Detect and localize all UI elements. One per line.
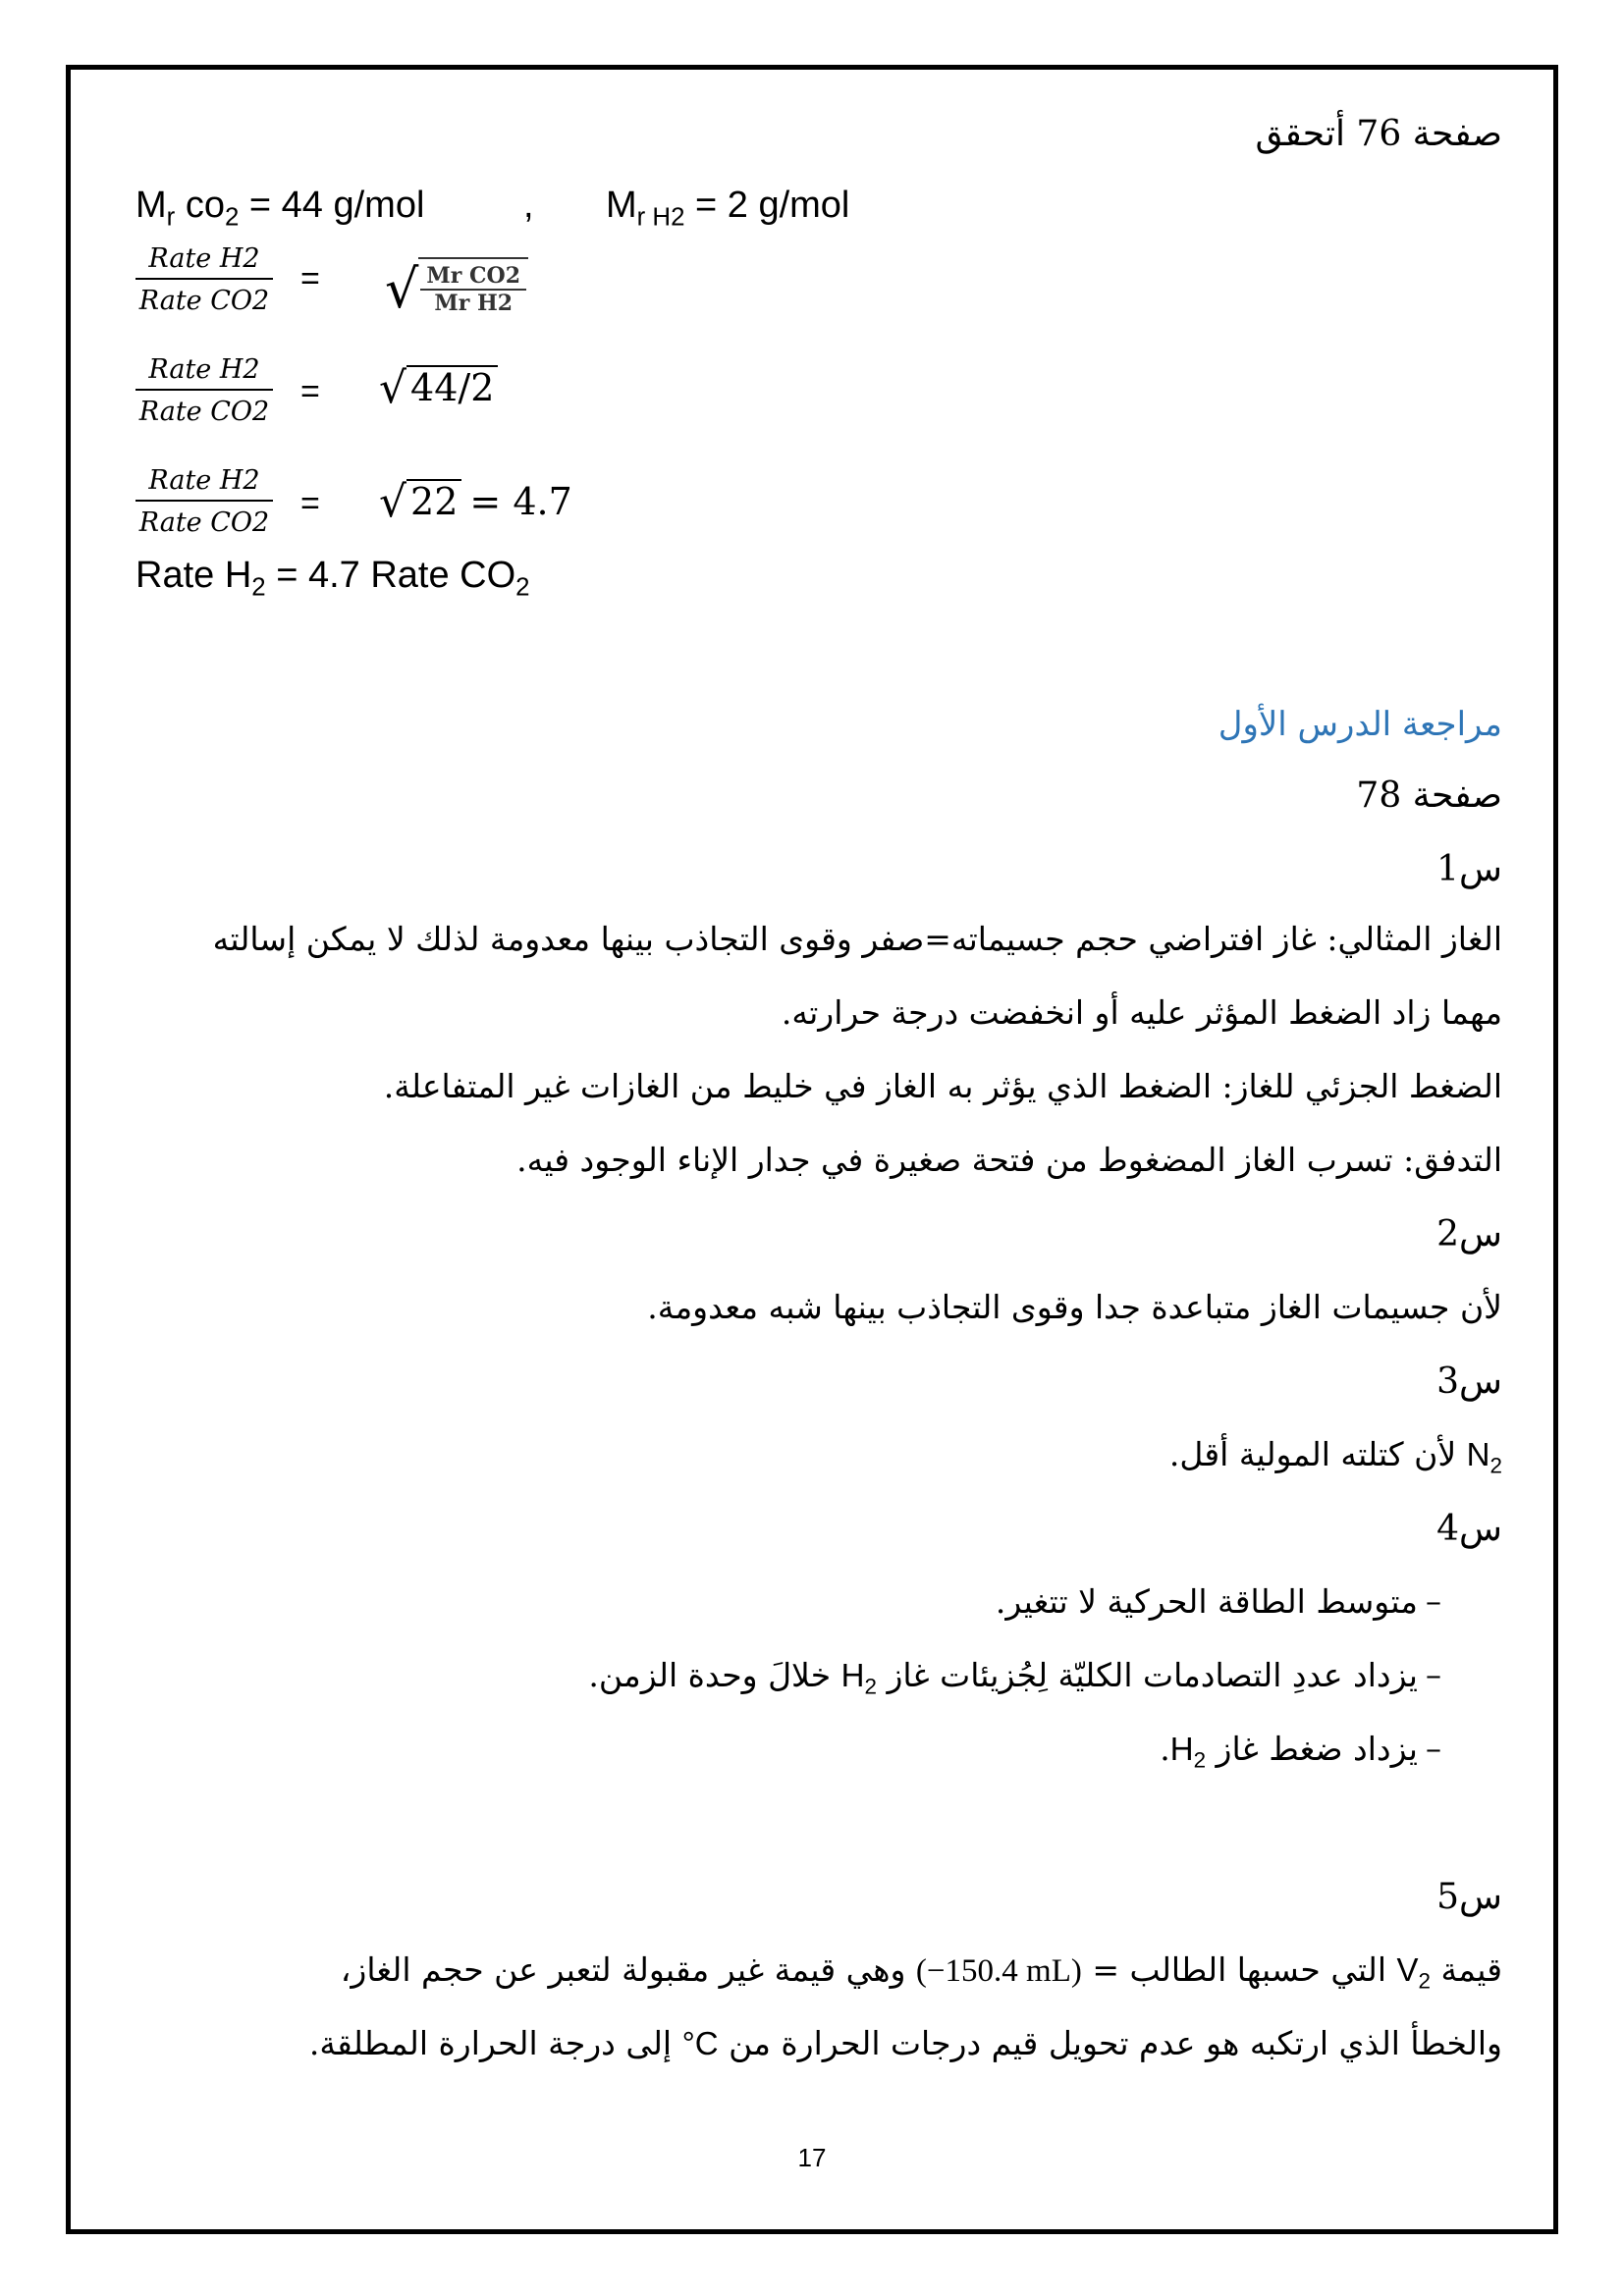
eq3-numerator: Rate H2 [135,465,273,502]
q1-answer-line-4: التدفق: تسرب الغاز المضغوط من فتحة صغيرة في جدار الإناء الوجود فيه. [516,1141,1502,1179]
q1-answer-line-3: الضغط الجزئي للغاز: الضغط الذي يؤثر به الغاز في خليط من الغازات غير المتفاعلة. [383,1067,1502,1105]
q3-answer: $N_2$ لأن كتلته المولية أقل. [1168,1435,1502,1478]
bullet-dash: – [1426,1582,1441,1620]
page-check-heading: صفحة 76 أتحقق [1255,114,1502,154]
eq1-equals: = [300,260,320,297]
bullet-dash: – [1426,1730,1441,1767]
sqrt-icon: √ [379,362,407,413]
eq2-numerator: Rate H2 [135,354,273,391]
eq3-equals: = [300,485,320,522]
eq2-denominator: Rate CO2 [138,397,270,427]
eq3-result: = 4.7 [469,480,572,523]
q1-answer-line-2: مهما زاد الضغط المؤثر عليه أو انخفضت درجة حرارته. [781,993,1502,1032]
eq3-denominator: Rate CO2 [138,507,270,538]
page-number: 17 [797,2143,827,2172]
q4-bullet-1: متوسط الطاقة الحركية لا تتغير. [995,1582,1418,1621]
eq2-sqrt: √ 44/2 [379,365,498,410]
question-3-label: س3 [1436,1362,1502,1402]
q5-answer-line-2: والخطأ الذي ارتكبه هو عدم تحويل قيم درجات الحرارة من °C إلى درجة الحرارة المطلقة. [308,2024,1502,2062]
eq2-equals: = [300,373,320,410]
q5-answer-line-1: قيمة $V_2$ التي حسبها الطالب = (−150.4 mL) وهي قيمة غير مقبولة لتعبر عن حجم الغاز، [340,1950,1502,1994]
question-4-label: س4 [1436,1509,1502,1549]
bullet-dash: – [1426,1656,1441,1693]
sqrt-icon: √ [385,258,419,320]
comma-separator: , [523,185,534,226]
eq1-fraction [135,243,273,316]
question-5-label: س5 [1436,1877,1502,1917]
eq1-radicand-fraction: $\frac{\text{Mr CO2}}{\text{Mr H2}}$ [420,263,526,316]
q4-bullet-3: يزداد ضغط غاز $H_2$. [1160,1730,1418,1773]
molar-mass-h2: $M_{r H2} = 2$ g/mol [606,185,850,232]
sqrt-icon: √ [379,476,407,527]
eq1-sqrt [385,257,528,320]
eq1-numerator: Rate H2 [135,243,273,280]
eq3-fraction [135,465,273,538]
eq3-sqrt: √ 22 = 4.7 [379,476,572,527]
eq1-denominator: Rate CO2 [138,286,270,316]
eq2-fraction [135,354,273,427]
review-page: صفحة 78 [1356,775,1502,816]
rate-result: Rate $H_2 = 4.7$ Rate $CO_2$ [135,555,530,602]
q1-answer-line-1: الغاز المثالي: غاز افتراضي حجم جسيماته=صفر وقوى التجاذب بينها معدومة لذلك لا يمكن إسالته [212,920,1502,958]
review-heading: مراجعة الدرس الأول [1218,705,1502,744]
question-1-label: س1 [1436,849,1502,889]
molar-mass-co2: $M_r$ $co_2 = 44$ g/mol [135,185,425,232]
q2-answer: لأن جسيمات الغاز متباعدة جدا وقوى التجاذب بينها شبه معدومة. [647,1288,1502,1326]
q4-bullet-2: يزداد عددِ التصادمات الكليّة لِجُزيئات غاز $H_2$ خلالَ وحدة الزمن. [588,1656,1418,1699]
question-2-label: س2 [1436,1214,1502,1255]
